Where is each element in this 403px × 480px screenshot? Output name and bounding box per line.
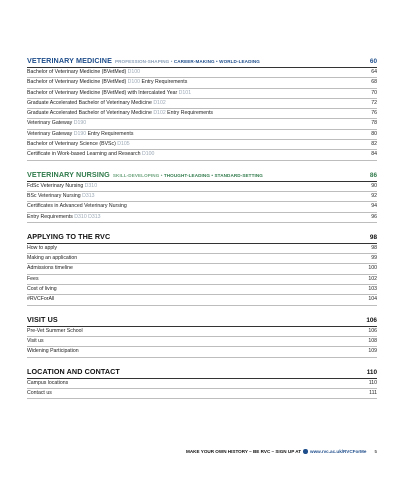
toc-entry[interactable]: Bachelor of Veterinary Science (BVSc) D105 82	[27, 140, 377, 150]
section-title: VETERINARY MEDICINE PROFESSION-SHAPING • CAREER-MAKING • WORLD-LEADING	[27, 56, 260, 65]
toc-entry[interactable]: Veterinary Gateway D190 Entry Requirements 80	[27, 130, 377, 140]
toc-entry[interactable]: Certificates in Advanced Veterinary Nursing 94	[27, 202, 377, 212]
toc-entry[interactable]: Making an application 99	[27, 254, 377, 264]
section-title: VETERINARY NURSING SKILL-DEVELOPING • THOUGHT-LEADING • STANDARD-SETTING	[27, 169, 263, 179]
section-applying-to-the-rvc	[27, 232, 377, 306]
toc-entry[interactable]: Bachelor of Veterinary Medicine (BVetMed) D100 Entry Requirements 68	[27, 78, 377, 88]
toc-entry[interactable]: Entry Requirements D310 D313 96	[27, 213, 377, 223]
page-footer	[0, 449, 377, 454]
toc-entry[interactable]: Bachelor of Veterinary Medicine (BVetMed) with Intercalated Year D101 70	[27, 89, 377, 99]
toc-entry[interactable]: Contact us 111	[27, 389, 377, 399]
toc-entry[interactable]: Campus locations 110	[27, 379, 377, 389]
toc-entry[interactable]: Widening Participation 109	[27, 347, 377, 357]
toc-entry[interactable]: Bachelor of Veterinary Medicine (BVetMed) D100 64	[27, 68, 377, 78]
toc-entry[interactable]: Pre-Vet Summer School 106	[27, 327, 377, 337]
section-page-number: 110	[366, 368, 377, 376]
page-number: 5	[374, 449, 377, 454]
toc-entry[interactable]: Graduate Accelerated Bachelor of Veterinary Medicine D102 72	[27, 99, 377, 109]
globe-icon	[303, 449, 307, 453]
toc-entry[interactable]: How to apply 98	[27, 244, 377, 254]
section-page-number: 86	[369, 171, 377, 179]
section-title: VISIT US	[27, 314, 58, 324]
toc-entry[interactable]: Admissions timeline 100	[27, 264, 377, 274]
section-heading[interactable]	[27, 232, 377, 244]
toc-entry[interactable]: Fees 102	[27, 275, 377, 285]
section-tagline: SKILL-DEVELOPING • THOUGHT-LEADING • STANDARD-SETTING	[112, 172, 263, 178]
toc-entry[interactable]: Cost of living 103	[27, 285, 377, 295]
toc-entry[interactable]: Veterinary Gateway D190 78	[27, 119, 377, 129]
section-title: APPLYING TO THE RVC	[27, 231, 111, 241]
footer-url-link[interactable]: www.rvc.ac.uk/RVCForMe	[310, 449, 367, 454]
section-title: LOCATION AND CONTACT	[27, 366, 120, 376]
section-location-and-contact	[27, 367, 377, 400]
section-visit-us	[27, 315, 377, 358]
section-tagline: PROFESSION-SHAPING • CAREER-MAKING • WORLD-LEADING	[114, 59, 260, 64]
toc-entry[interactable]: Certificate in Work-based Learning and Research D100 84	[27, 150, 377, 160]
section-heading[interactable]	[27, 315, 377, 327]
section-veterinary-medicine	[27, 56, 377, 161]
section-veterinary-nursing	[27, 170, 377, 223]
toc-entry[interactable]: FdSc Veterinary Nursing D310 90	[27, 182, 377, 192]
table-of-contents	[27, 56, 377, 408]
toc-entry[interactable]: Visit us 108	[27, 337, 377, 347]
section-heading[interactable]	[27, 56, 377, 68]
section-page-number: 60	[369, 58, 377, 65]
section-page-number: 98	[369, 233, 377, 241]
section-heading[interactable]	[27, 367, 377, 379]
section-page-number: 106	[366, 316, 377, 324]
section-heading[interactable]	[27, 170, 377, 182]
toc-entry[interactable]: #RVCForAll 104	[27, 295, 377, 305]
footer-slogan: MAKE YOUR OWN HISTORY – BE RVC – SIGN UP AT	[186, 449, 303, 454]
toc-entry[interactable]: BSc Veterinary Nursing D313 92	[27, 192, 377, 202]
toc-entry[interactable]: Graduate Accelerated Bachelor of Veterinary Medicine D102 Entry Requirements 76	[27, 109, 377, 119]
